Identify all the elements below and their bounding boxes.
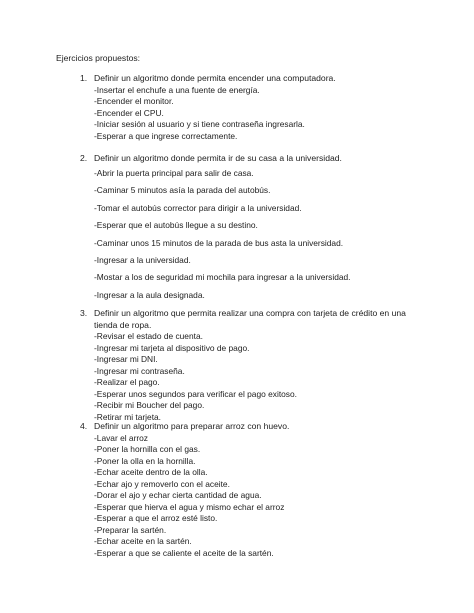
exercise-title: Definir un algoritmo que permita realizar una compra con tarjeta de crédito en una tienda de ropa.: [94, 308, 406, 330]
step-item: -Echar aceite en la sartén.: [94, 536, 192, 546]
step-item: -Revisar el estado de cuenta.: [94, 331, 203, 341]
step-item: -Ingresar mi DNI.: [94, 354, 158, 364]
step-item: -Encender el monitor.: [94, 96, 174, 106]
step-item: -Recibir mi Boucher del pago.: [94, 400, 205, 410]
step-item: -Dorar el ajo y echar cierta cantidad de agua.: [94, 490, 262, 500]
exercise-steps: [94, 85, 305, 143]
step-item: -Insertar el enchufe a una fuente de energía.: [94, 84, 260, 95]
step-item: -Ingresar a la universidad.: [94, 254, 191, 265]
step-item: -Encender el CPU.: [94, 107, 164, 118]
step-item: -Poner la hornilla con el gas.: [94, 444, 201, 454]
step-item: -Preparar la sartén.: [94, 524, 167, 535]
step-item: -Caminar unos 15 minutos de la parada de bus asta la universidad.: [94, 237, 344, 248]
step-item: -Mostar a los de seguridad mi mochila para ingresar a la universidad.: [94, 272, 351, 283]
step-item: -Esperar a que el arroz esté listo.: [94, 513, 218, 523]
exercise-title: Definir un algoritmo donde permita ir de su casa a la universidad.: [94, 153, 342, 163]
exercise-number: 2.: [80, 153, 88, 163]
exercise-title: Definir un algoritmo donde permita encender una computadora.: [94, 73, 336, 83]
step-item: -Ingresar mi tarjeta al dispositivo de pago.: [94, 342, 250, 353]
step-item: -Retirar mi tarjeta.: [94, 411, 162, 422]
exercise-number: 4.: [80, 421, 88, 431]
step-item: -Poner la olla en la hornilla.: [94, 455, 196, 466]
step-item: -Esperar a que se caliente el aceite de la sartén.: [94, 547, 274, 558]
document-heading: Ejercicios propuestos:: [56, 53, 141, 63]
step-item: -Iniciar sesión al usuario y si tiene contraseña ingresarla.: [94, 119, 305, 129]
step-item: -Abrir la puerta principal para salir de casa.: [94, 168, 254, 178]
step-item: -Lavar el arroz: [94, 432, 148, 443]
step-item: -Ingresar mi contraseña.: [94, 365, 185, 376]
step-item: -Ingresar a la aula designada.: [94, 289, 205, 300]
step-item: -Tomar el autobús corrector para dirigir a la universidad.: [94, 202, 302, 213]
exercise-steps: [94, 433, 284, 560]
exercise-steps: [94, 168, 351, 307]
exercise-number: 3.: [80, 308, 88, 318]
step-item: -Esperar unos segundos para verificar el pago exitoso.: [94, 388, 297, 399]
step-item: -Echar aceite dentro de la olla.: [94, 467, 208, 477]
exercise-steps: [94, 331, 297, 423]
step-item: -Caminar 5 minutos asía la parada del autobús.: [94, 185, 271, 196]
step-item: -Esperar que hierva el agua y mismo echar el arroz: [94, 501, 285, 512]
exercise-number: 1.: [80, 73, 88, 83]
step-item: -Echar ajo y removerlo con el aceite.: [94, 478, 230, 489]
step-item: -Esperar a que ingrese correctamente.: [94, 130, 238, 141]
step-item: -Esperar que el autobús llegue a su destino.: [94, 220, 258, 231]
step-item: -Realizar el pago.: [94, 377, 160, 387]
exercise-title: Definir un algoritmo para preparar arroz con huevo.: [94, 421, 290, 431]
